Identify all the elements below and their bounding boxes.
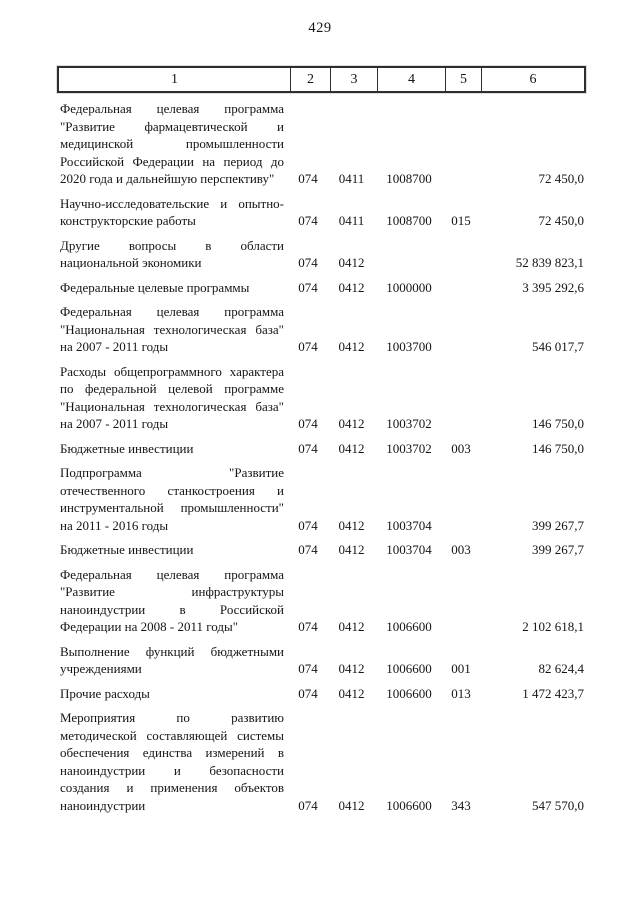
expense-name-cell: Федеральная целевая программа "Развитие инфраструктуры наноиндустрии в Российской Федерации на 2008 - 2011 годы" (60, 566, 284, 634)
table-header-col-3: 3 (330, 68, 377, 91)
expense-name-cell: Федеральные целевые программы (60, 279, 250, 295)
expense-name-cell: Расходы общепрограммного характера по федеральной целевой программе "Национальная технологическая база" на 2007 - 2011 годы (60, 363, 284, 431)
expense-type-cell: 003 (451, 542, 471, 557)
expense-name-cell: Прочие расходы (60, 685, 150, 701)
section-code-cell: 0412 (338, 797, 365, 813)
expense-type-cell: 003 (451, 440, 471, 456)
section-code-cell: 0412 (338, 517, 365, 533)
table-row (57, 237, 586, 272)
expense-name-cell: Мероприятия по развитию методической составляющей системы обеспечения единства измерений в наноиндустрии и безопасности создания и применения объектов наноиндустрии (60, 710, 284, 813)
grbs-code-cell: 074 (298, 797, 318, 813)
table-row (57, 464, 586, 534)
expense-type-cell: 013 (451, 685, 471, 701)
target-item-cell: 1006600 (386, 685, 432, 701)
table-row (57, 709, 586, 814)
table-row (57, 100, 586, 188)
section-code-cell: 0412 (338, 440, 365, 456)
grbs-code-cell: 074 (298, 619, 318, 634)
amount-cell: 72 450,0 (538, 171, 584, 186)
table-body (57, 100, 586, 814)
expense-type-cell: 343 (451, 797, 471, 813)
grbs-code-cell: 074 (298, 416, 318, 431)
page-number: 429 (308, 20, 332, 36)
target-item-cell: 1006600 (386, 619, 432, 634)
section-code-cell: 0412 (338, 339, 365, 354)
section-code-cell: 0412 (338, 255, 365, 270)
amount-cell: 72 450,0 (538, 213, 584, 228)
table-header-col-5: 5 (445, 68, 481, 91)
amount-cell: 82 624,4 (538, 661, 584, 676)
amount-cell: 547 570,0 (532, 797, 584, 813)
budget-table (57, 66, 586, 821)
amount-cell: 146 750,0 (532, 416, 584, 431)
expense-name-cell: Подпрограмма "Развитие отечественного станкостроения и инструментальной промышленности" на 2011 - 2016 годы (60, 465, 284, 533)
expense-name-cell: Федеральная целевая программа "Развитие фармацевтической и медицинской промышленности Российской Федерации на период до 2020 года и дальнейшую перспективу" (60, 101, 284, 186)
grbs-code-cell: 074 (298, 542, 318, 557)
section-code-cell: 0411 (338, 213, 365, 228)
section-code-cell: 0412 (338, 542, 365, 557)
target-item-cell: 1006600 (386, 797, 432, 813)
section-code-cell: 0412 (338, 661, 365, 676)
grbs-code-cell: 074 (298, 213, 318, 228)
amount-cell: 546 017,7 (532, 339, 584, 354)
grbs-code-cell: 074 (298, 171, 318, 186)
amount-cell: 3 395 292,6 (522, 279, 584, 295)
table-row (57, 195, 586, 230)
amount-cell: 2 102 618,1 (522, 619, 584, 634)
grbs-code-cell: 074 (298, 279, 318, 295)
grbs-code-cell: 074 (298, 685, 318, 701)
table-row (57, 440, 586, 458)
amount-cell: 52 839 823,1 (515, 255, 584, 270)
table-header-col-1: 1 (171, 71, 178, 87)
amount-cell: 399 267,7 (532, 517, 584, 533)
table-row (57, 643, 586, 678)
table-header-row (57, 66, 586, 93)
target-item-cell: 1003702 (386, 440, 432, 456)
target-item-cell: 1003704 (386, 542, 432, 557)
target-item-cell: 1006600 (386, 661, 432, 676)
section-code-cell: 0412 (338, 685, 365, 701)
section-code-cell: 0411 (338, 171, 365, 186)
section-code-cell: 0412 (338, 279, 365, 295)
expense-type-cell: 015 (451, 213, 471, 228)
table-row (57, 566, 586, 636)
table-header-col-4: 4 (377, 68, 445, 91)
expense-type-cell: 001 (451, 661, 471, 676)
target-item-cell: 1003700 (386, 339, 432, 354)
grbs-code-cell: 074 (298, 255, 318, 270)
amount-cell: 399 267,7 (532, 542, 584, 557)
expense-name-cell: Научно-исследовательские и опытно-конструкторские работы (60, 195, 284, 228)
table-header-col-6: 6 (481, 68, 584, 91)
grbs-code-cell: 074 (298, 339, 318, 354)
expense-name-cell: Другие вопросы в области национальной экономики (60, 237, 284, 270)
grbs-code-cell: 074 (298, 440, 318, 456)
table-row (57, 541, 586, 559)
table-row (57, 363, 586, 433)
target-item-cell: 1003702 (386, 416, 432, 431)
target-item-cell: 1000000 (386, 279, 432, 295)
target-item-cell: 1003704 (386, 517, 432, 533)
table-header-col-2: 2 (290, 68, 330, 91)
section-code-cell: 0412 (338, 619, 365, 634)
grbs-code-cell: 074 (298, 517, 318, 533)
section-code-cell: 0412 (338, 416, 365, 431)
grbs-code-cell: 074 (298, 661, 318, 676)
target-item-cell: 1008700 (386, 171, 432, 186)
expense-name-cell: Бюджетные инвестиции (60, 542, 194, 557)
amount-cell: 1 472 423,7 (522, 685, 584, 701)
amount-cell: 146 750,0 (532, 440, 584, 456)
expense-name-cell: Федеральная целевая программа "Национальная технологическая база" на 2007 - 2011 годы (60, 304, 284, 354)
table-row (57, 685, 586, 703)
table-row (57, 279, 586, 297)
expense-name-cell: Выполнение функций бюджетными учреждениями (60, 643, 284, 676)
target-item-cell: 1008700 (386, 213, 432, 228)
expense-name-cell: Бюджетные инвестиции (60, 440, 194, 456)
table-row (57, 303, 586, 356)
